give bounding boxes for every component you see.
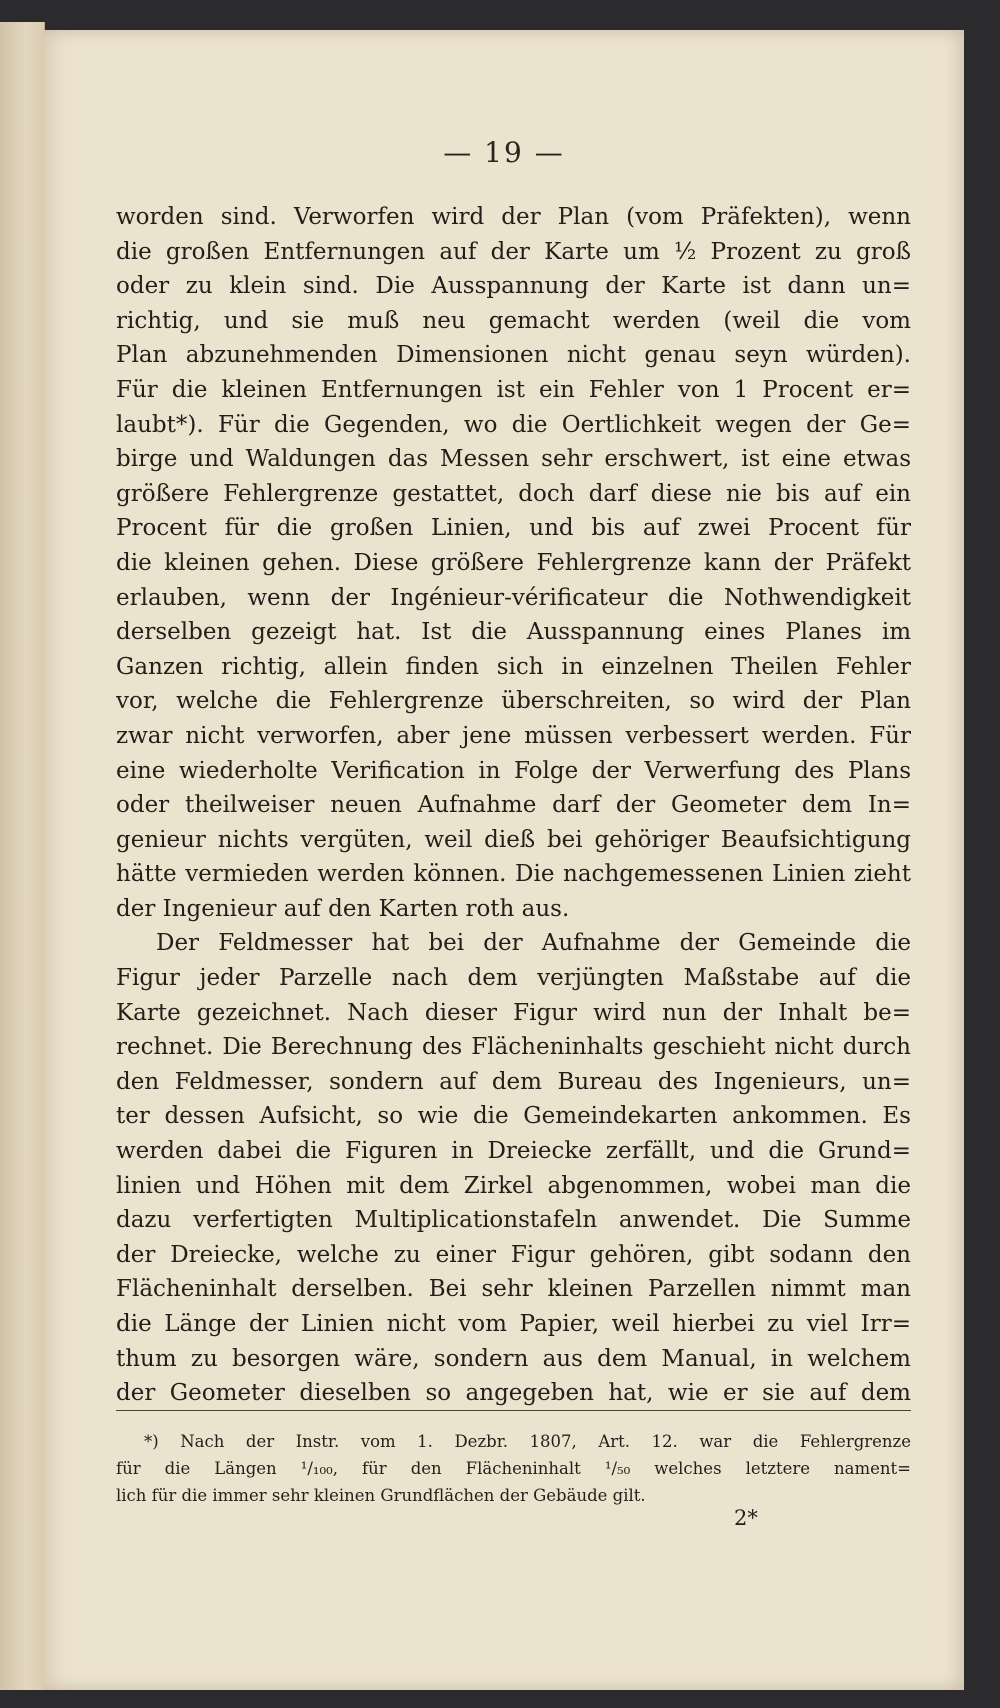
text-line: richtig, und sie muß neu gemacht werden (weil die vom — [116, 307, 911, 334]
text-line: der Ingenieur auf den Karten roth aus. — [116, 895, 570, 922]
text-line: der Geometer dieselben so angegeben hat, wie er sie auf dem — [116, 1380, 911, 1407]
previous-page-edge — [0, 22, 45, 1690]
footnote-line: lich für die immer sehr kleinen Grundflächen der Gebäude gilt. — [116, 1486, 646, 1505]
text-line: Karte gezeichnet. Nach dieser Figur wird nun der Inhalt be= — [116, 999, 911, 1026]
text-line: dazu verfertigten Multiplicationstafeln anwendet. Die Summe — [116, 1207, 911, 1234]
text-line: oder zu klein sind. Die Ausspannung der Karte ist dann un= — [116, 273, 911, 300]
text-line: genieur nichts vergüten, weil dieß bei gehöriger Beaufsichtigung — [116, 826, 911, 853]
text-line: Für die kleinen Entfernungen ist ein Fehler von 1 Procent er= — [116, 376, 911, 403]
signature-mark: 2* — [734, 1506, 758, 1530]
text-line: Flächeninhalt derselben. Bei sehr kleinen Parzellen nimmt man — [116, 1276, 911, 1303]
body-text — [116, 200, 911, 1411]
text-line: zwar nicht verworfen, aber jene müssen verbessert werden. Für — [116, 722, 911, 749]
text-line: hätte vermieden werden können. Die nachgemessenen Linien zieht — [116, 861, 911, 888]
text-line: vor, welche die Fehlergrenze überschreiten, so wird der Plan — [116, 688, 911, 715]
text-line: den Feldmesser, sondern auf dem Bureau des Ingenieurs, un= — [116, 1068, 911, 1095]
footnote-rule — [116, 1410, 911, 1411]
page-number: — 19 — — [443, 136, 565, 169]
text-line: die kleinen gehen. Diese größere Fehlergrenze kann der Präfekt — [116, 549, 911, 576]
footnote-line: für die Längen ¹/₁₀₀, für den Flächeninhalt ¹/₅₀ welches letztere nament= — [116, 1459, 911, 1478]
footnote-line: *) Nach der Instr. vom 1. Dezbr. 1807, Art. 12. war die Fehlergrenze — [144, 1432, 911, 1451]
text-line: Der Feldmesser hat bei der Aufnahme der Gemeinde die — [156, 930, 911, 957]
book-page — [44, 30, 964, 1690]
text-line: die großen Entfernungen auf der Karte um ½ Prozent zu groß — [116, 238, 911, 265]
text-line: rechnet. Die Berechnung des Flächeninhalts geschieht nicht durch — [116, 1034, 911, 1061]
text-line: die Länge der Linien nicht vom Papier, weil hierbei zu viel Irr= — [116, 1311, 911, 1337]
footnote — [116, 1428, 911, 1509]
text-line: linien und Höhen mit dem Zirkel abgenommen, wobei man die — [116, 1172, 911, 1199]
text-line: Procent für die großen Linien, und bis auf zwei Procent für — [116, 515, 911, 542]
text-line: größere Fehlergrenze gestattet, doch darf diese nie bis auf ein — [116, 480, 911, 507]
text-line: birge und Waldungen das Messen sehr erschwert, ist eine etwas — [116, 446, 911, 473]
text-line: worden sind. Verworfen wird der Plan (vom Präfekten), wenn — [116, 204, 911, 230]
text-line: der Dreiecke, welche zu einer Figur gehören, gibt sodann den — [116, 1241, 911, 1268]
text-line: thum zu besorgen wäre, sondern aus dem Manual, in welchem — [116, 1345, 911, 1372]
text-line: derselben gezeigt hat. Ist die Ausspannung eines Planes im — [116, 619, 911, 646]
text-line: laubt*). Für die Gegenden, wo die Oertlichkeit wegen der Ge= — [116, 411, 911, 438]
text-line: eine wiederholte Verification in Folge der Verwerfung des Plans — [116, 757, 911, 784]
text-line: oder theilweiser neuen Aufnahme darf der Geometer dem In= — [116, 792, 911, 819]
text-line: werden dabei die Figuren in Dreiecke zerfällt, und die Grund= — [116, 1138, 911, 1165]
text-line: ter dessen Aufsicht, so wie die Gemeindekarten ankommen. Es — [116, 1103, 911, 1130]
text-line: Figur jeder Parzelle nach dem verjüngten Maßstabe auf die — [116, 965, 911, 992]
text-line: Plan abzunehmenden Dimensionen nicht genau seyn würden). — [116, 342, 911, 369]
text-line: erlauben, wenn der Ingénieur-vérificateur die Nothwendigkeit — [116, 584, 911, 611]
text-line: Ganzen richtig, allein finden sich in einzelnen Theilen Fehler — [116, 653, 911, 680]
